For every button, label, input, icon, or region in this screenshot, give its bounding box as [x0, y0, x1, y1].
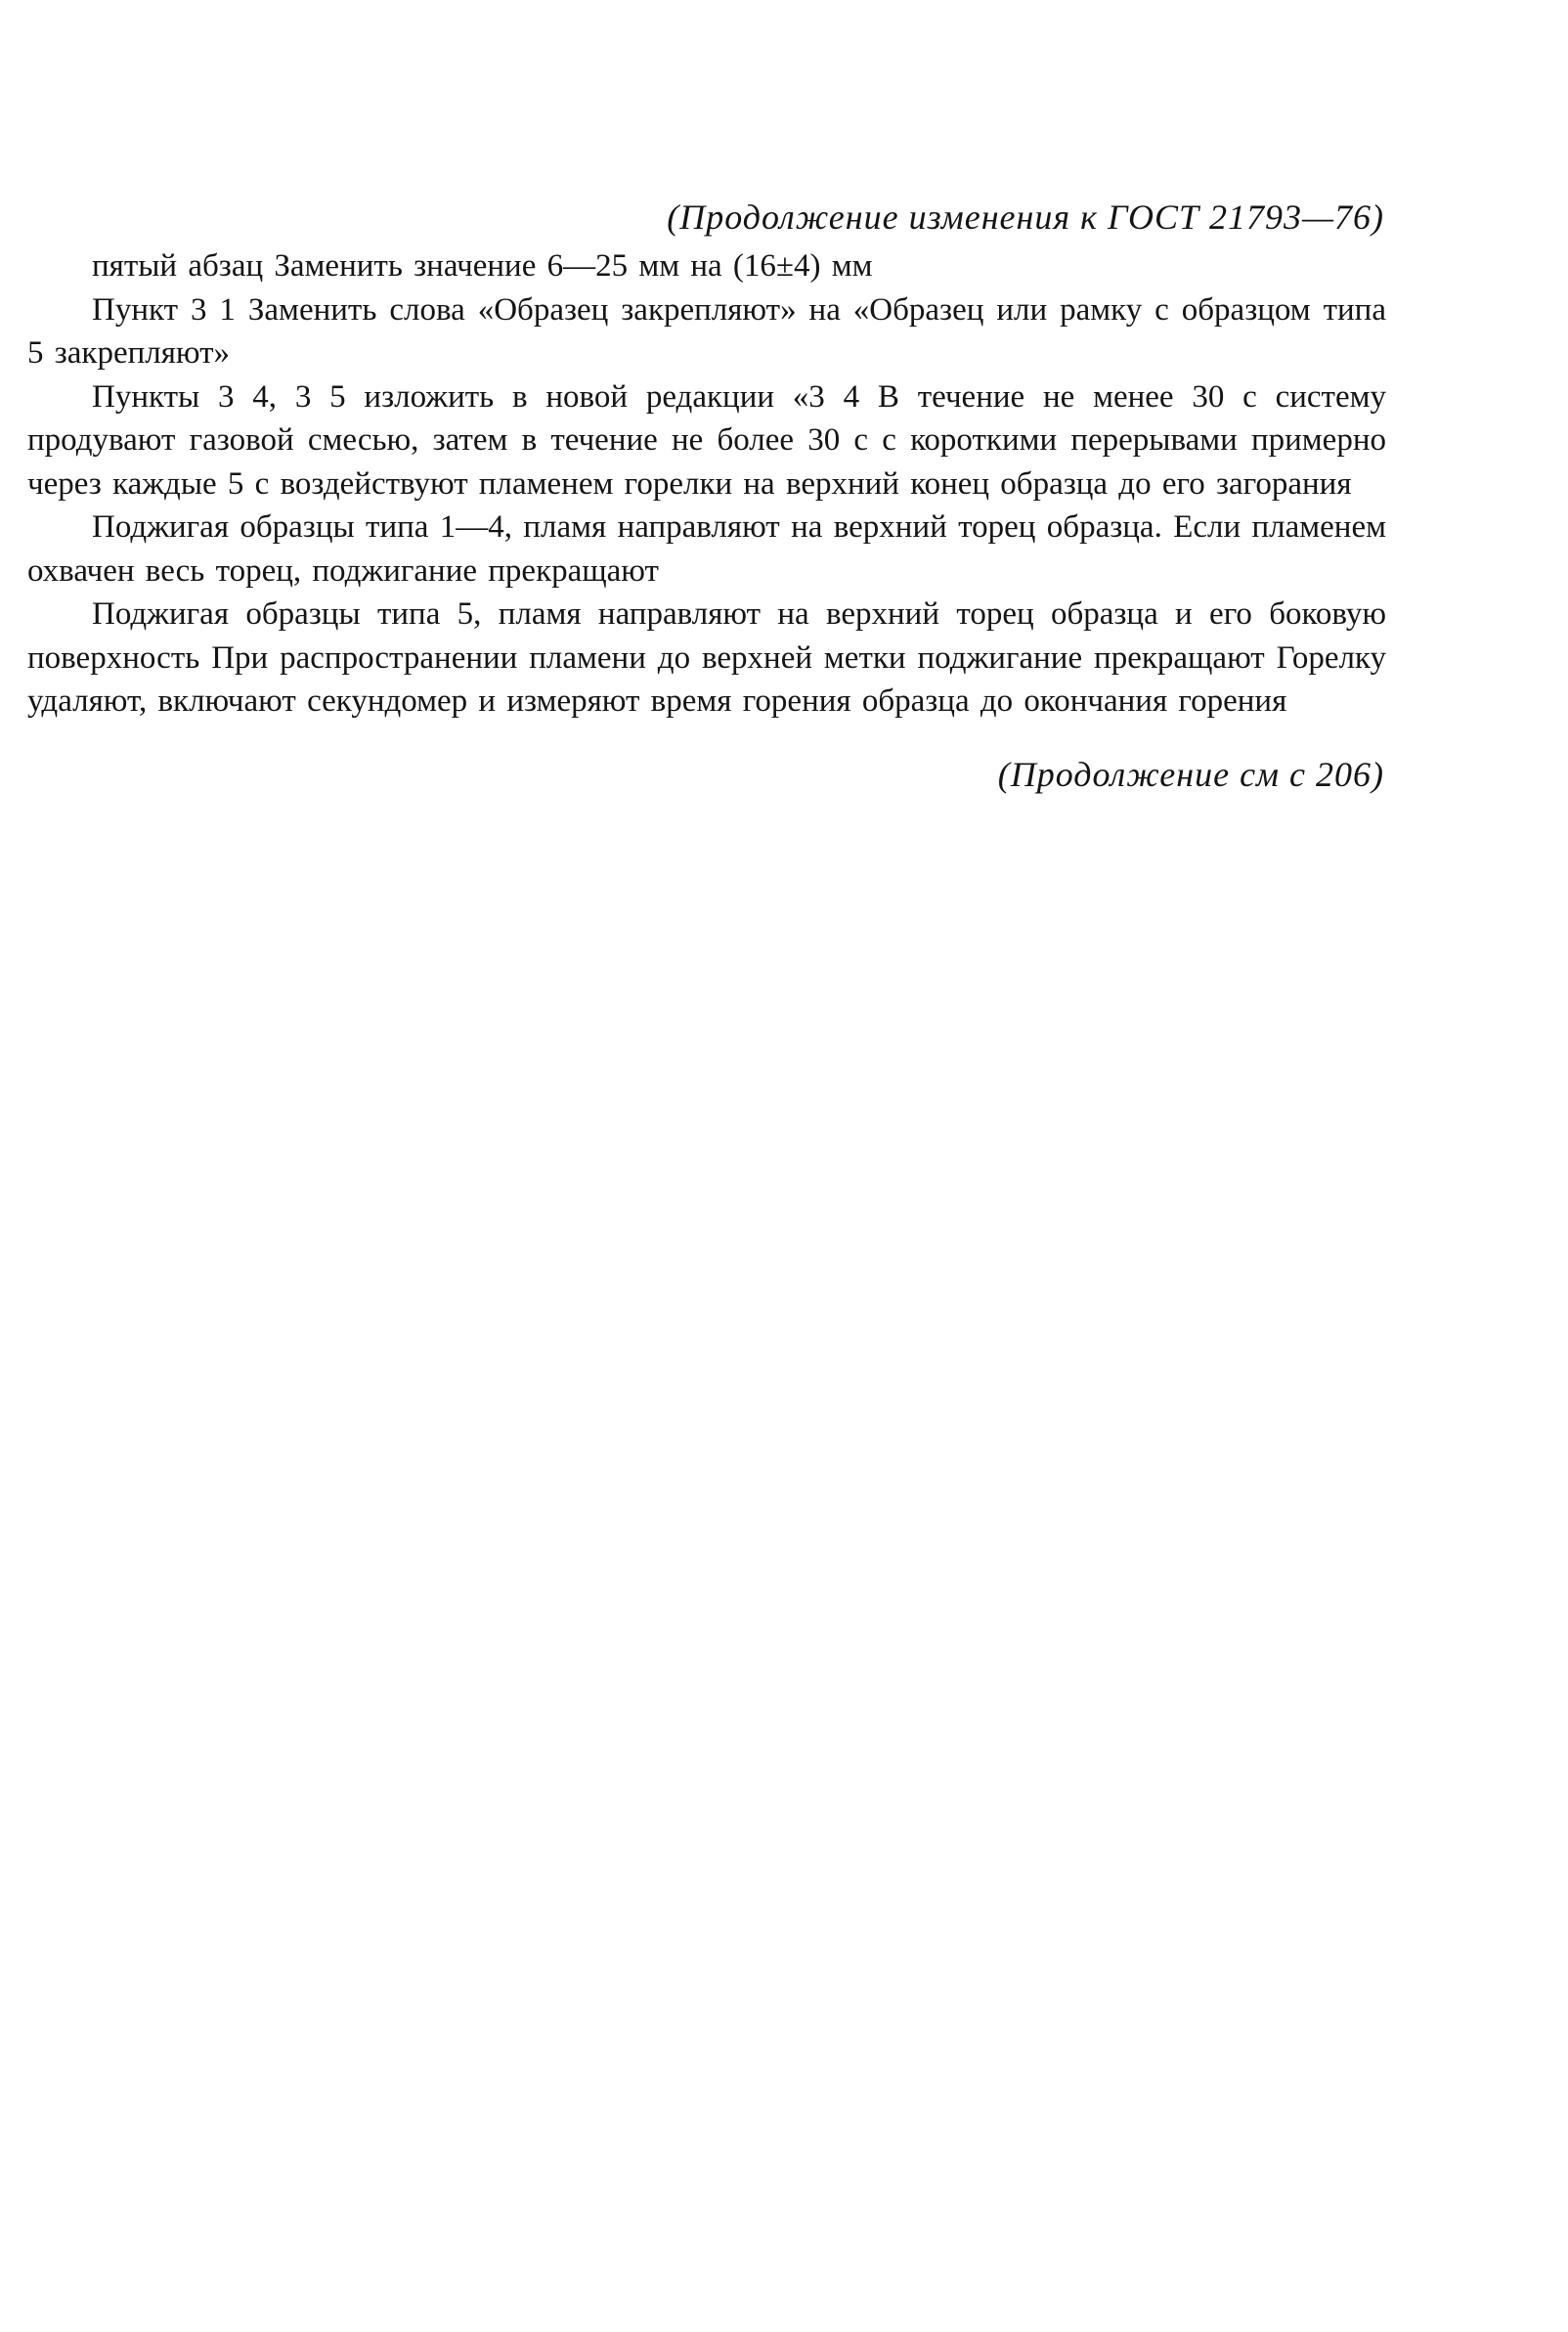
continuation-header: (Продолжение изменения к ГОСТ 21793—76)	[667, 198, 1384, 237]
paragraph-2: Пункт 3 1 Заменить слова «Образец закрепляют» на «Образец или рамку с образцом типа 5 закрепляют»	[27, 291, 1386, 371]
document-body	[27, 196, 1386, 796]
paragraph-4: Поджигая образцы типа 1—4, пламя направляют на верхний торец образца. Если пламенем охвачен весь торец, поджигание прекращают	[27, 509, 1386, 589]
paragraph-5: Поджигая образцы типа 5, пламя направляют на верхний торец образца и его боковую поверхность При распространении пламени до верхней метки поджигание прекращают Горелку удаляют, включают секундомер и измеряют время горения образца до окончания горения	[27, 596, 1386, 719]
paragraph-3: Пункты 3 4, 3 5 изложить в новой редакции «3 4 В течение не менее 30 с систему продувают газовой смесью, затем в течение не более 30 с с короткими перерывами примерно через каждые 5 с воздействуют пламенем горелки на верхний конец образца до его загорания	[27, 378, 1386, 502]
continuation-footer: (Продолжение см с 206)	[997, 754, 1384, 794]
paragraph-1: пятый абзац Заменить значение 6—25 мм на (16±4) мм	[92, 248, 873, 284]
